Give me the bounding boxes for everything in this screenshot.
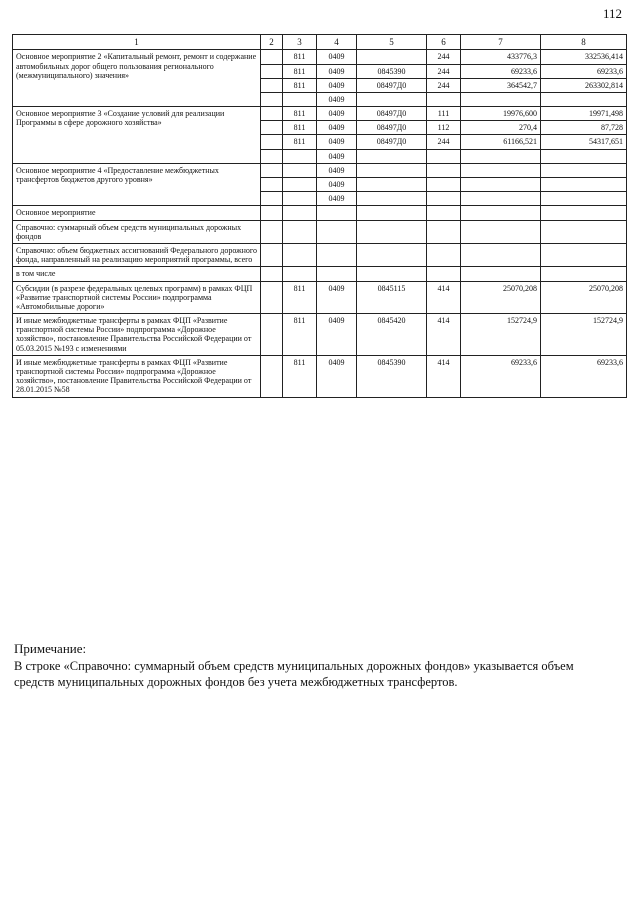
cell-c6 (427, 267, 461, 281)
cell-c3 (283, 267, 317, 281)
cell-c4 (317, 267, 357, 281)
cell-c5: 0845390 (357, 64, 427, 78)
cell-c3 (283, 178, 317, 192)
cell-c8 (541, 92, 627, 106)
row-name: Основное мероприятие (13, 206, 261, 220)
cell-c3 (283, 206, 317, 220)
cell-c6: 244 (427, 135, 461, 149)
cell-c8 (541, 149, 627, 163)
cell-c8 (541, 267, 627, 281)
col-header: 8 (541, 35, 627, 50)
cell-c5: 0845390 (357, 355, 427, 397)
cell-c4: 0409 (317, 355, 357, 397)
cell-c3 (283, 243, 317, 266)
table-row (13, 163, 627, 177)
cell-c3: 811 (283, 314, 317, 356)
cell-c2 (261, 281, 283, 314)
cell-c8: 263302,814 (541, 78, 627, 92)
table-row (13, 107, 627, 121)
cell-c8 (541, 206, 627, 220)
cell-c8 (541, 243, 627, 266)
table-row (13, 220, 627, 243)
budget-table (12, 34, 627, 398)
cell-c6 (427, 163, 461, 177)
row-name: И иные межбюджетные трансферты в рамках ФЦП «Развитие транспортной системы России» подпрограмма «Дорожное хозяйство», постановление Правительства Российской Федерации от 28.01.2015 №58 (13, 355, 261, 397)
cell-c6 (427, 220, 461, 243)
cell-c2 (261, 243, 283, 266)
col-header: 4 (317, 35, 357, 50)
cell-c8 (541, 220, 627, 243)
cell-c5 (357, 149, 427, 163)
cell-c2 (261, 206, 283, 220)
cell-c4: 0409 (317, 50, 357, 64)
cell-c6 (427, 243, 461, 266)
cell-c7: 364542,7 (461, 78, 541, 92)
cell-c4 (317, 206, 357, 220)
cell-c3: 811 (283, 50, 317, 64)
cell-c7: 433776,3 (461, 50, 541, 64)
cell-c2 (261, 50, 283, 64)
cell-c5 (357, 163, 427, 177)
cell-c5: 08497Д0 (357, 135, 427, 149)
cell-c6: 244 (427, 64, 461, 78)
cell-c8: 87,728 (541, 121, 627, 135)
cell-c2 (261, 78, 283, 92)
cell-c7 (461, 206, 541, 220)
cell-c7: 270,4 (461, 121, 541, 135)
cell-c6: 244 (427, 78, 461, 92)
cell-c5 (357, 220, 427, 243)
cell-c4: 0409 (317, 314, 357, 356)
cell-c7 (461, 220, 541, 243)
col-header: 5 (357, 35, 427, 50)
table-row (13, 50, 627, 64)
cell-c8: 332536,414 (541, 50, 627, 64)
cell-c7 (461, 92, 541, 106)
cell-c6: 112 (427, 121, 461, 135)
cell-c5 (357, 192, 427, 206)
col-header: 7 (461, 35, 541, 50)
cell-c7: 61166,521 (461, 135, 541, 149)
cell-c3 (283, 149, 317, 163)
cell-c8: 25070,208 (541, 281, 627, 314)
cell-c4: 0409 (317, 149, 357, 163)
cell-c2 (261, 220, 283, 243)
cell-c3: 811 (283, 78, 317, 92)
cell-c2 (261, 355, 283, 397)
cell-c3: 811 (283, 107, 317, 121)
cell-c7: 69233,6 (461, 355, 541, 397)
row-name: Справочно: суммарный объем средств муниципальных дорожных фондов (13, 220, 261, 243)
cell-c3: 811 (283, 121, 317, 135)
page-number: 112 (602, 6, 622, 21)
cell-c3: 811 (283, 135, 317, 149)
table-header-row (13, 35, 627, 50)
cell-c7 (461, 163, 541, 177)
cell-c4: 0409 (317, 121, 357, 135)
cell-c5: 0845420 (357, 314, 427, 356)
cell-c2 (261, 107, 283, 121)
cell-c4: 0409 (317, 163, 357, 177)
cell-c5 (357, 267, 427, 281)
cell-c3 (283, 192, 317, 206)
row-name: Основное мероприятие 2 «Капитальный ремонт, ремонт и содержание автомобильных дорог общего пользования регионального (межмуниципального) значения» (13, 50, 261, 107)
cell-c8 (541, 178, 627, 192)
cell-c4 (317, 243, 357, 266)
cell-c8 (541, 192, 627, 206)
cell-c7 (461, 178, 541, 192)
cell-c4: 0409 (317, 92, 357, 106)
cell-c7 (461, 192, 541, 206)
cell-c3: 811 (283, 64, 317, 78)
cell-c4 (317, 220, 357, 243)
cell-c3 (283, 92, 317, 106)
cell-c4: 0409 (317, 192, 357, 206)
cell-c7 (461, 243, 541, 266)
row-name: в том числе (13, 267, 261, 281)
table-row (13, 281, 627, 314)
col-header: 1 (13, 35, 261, 50)
cell-c7: 69233,6 (461, 64, 541, 78)
cell-c4: 0409 (317, 178, 357, 192)
cell-c5: 08497Д0 (357, 78, 427, 92)
cell-c4: 0409 (317, 64, 357, 78)
table-row (13, 314, 627, 356)
cell-c8: 19971,498 (541, 107, 627, 121)
cell-c2 (261, 149, 283, 163)
row-name: Основное мероприятие 4 «Предоставление межбюджетных трансфертов бюджетов другого уровня» (13, 163, 261, 206)
col-header: 3 (283, 35, 317, 50)
row-name: Справочно: объем бюджетных ассигнований Федерального дорожного фонда, направленный на реализацию мероприятий программы, всего (13, 243, 261, 266)
cell-c4: 0409 (317, 135, 357, 149)
note (14, 640, 614, 691)
cell-c6: 414 (427, 355, 461, 397)
cell-c2 (261, 178, 283, 192)
cell-c7 (461, 267, 541, 281)
table-row (13, 243, 627, 266)
cell-c7: 152724,9 (461, 314, 541, 356)
row-name: И иные межбюджетные трансферты в рамках ФЦП «Развитие транспортной системы России» подпрограмма «Дорожное хозяйство», постановление Правительства Российской Федерации от 05.03.2015 №193 с изменениями (13, 314, 261, 356)
cell-c8: 152724,9 (541, 314, 627, 356)
cell-c6: 414 (427, 281, 461, 314)
row-name: Основное мероприятие 3 «Создание условий для реализации Программы в сфере дорожного хозяйства» (13, 107, 261, 164)
cell-c3: 811 (283, 281, 317, 314)
cell-c5 (357, 178, 427, 192)
cell-c6 (427, 192, 461, 206)
cell-c6: 414 (427, 314, 461, 356)
cell-c2 (261, 314, 283, 356)
cell-c2 (261, 135, 283, 149)
cell-c5 (357, 50, 427, 64)
cell-c4: 0409 (317, 78, 357, 92)
cell-c2 (261, 267, 283, 281)
cell-c6 (427, 206, 461, 220)
note-title: Примечание: (14, 641, 87, 656)
cell-c3 (283, 220, 317, 243)
cell-c2 (261, 64, 283, 78)
cell-c6: 244 (427, 50, 461, 64)
cell-c8: 69233,6 (541, 64, 627, 78)
table-body (13, 50, 627, 397)
cell-c5: 08497Д0 (357, 107, 427, 121)
table-row (13, 355, 627, 397)
table-row (13, 267, 627, 281)
cell-c4: 0409 (317, 107, 357, 121)
cell-c5 (357, 92, 427, 106)
cell-c8: 69233,6 (541, 355, 627, 397)
cell-c2 (261, 192, 283, 206)
cell-c3 (283, 163, 317, 177)
cell-c7: 19976,600 (461, 107, 541, 121)
cell-c6 (427, 149, 461, 163)
col-header: 6 (427, 35, 461, 50)
cell-c2 (261, 92, 283, 106)
row-name: Субсидии (в разрезе федеральных целевых программ) в рамках ФЦП «Развитие транспортной системы России» подпрограмма «Автомобильные дороги» (13, 281, 261, 314)
cell-c4: 0409 (317, 281, 357, 314)
note-text: В строке «Справочно: суммарный объем средств муниципальных дорожных фондов» указывается объем средств муниципальных дорожных фондов без учета межбюджетных трансфертов. (14, 658, 574, 690)
col-header: 2 (261, 35, 283, 50)
cell-c6 (427, 178, 461, 192)
cell-c8: 54317,651 (541, 135, 627, 149)
cell-c5: 0845115 (357, 281, 427, 314)
cell-c3: 811 (283, 355, 317, 397)
cell-c5 (357, 243, 427, 266)
cell-c2 (261, 121, 283, 135)
cell-c7: 25070,208 (461, 281, 541, 314)
cell-c7 (461, 149, 541, 163)
cell-c5 (357, 206, 427, 220)
cell-c6 (427, 92, 461, 106)
cell-c8 (541, 163, 627, 177)
table-row (13, 206, 627, 220)
cell-c6: 111 (427, 107, 461, 121)
cell-c2 (261, 163, 283, 177)
cell-c5: 08497Д0 (357, 121, 427, 135)
